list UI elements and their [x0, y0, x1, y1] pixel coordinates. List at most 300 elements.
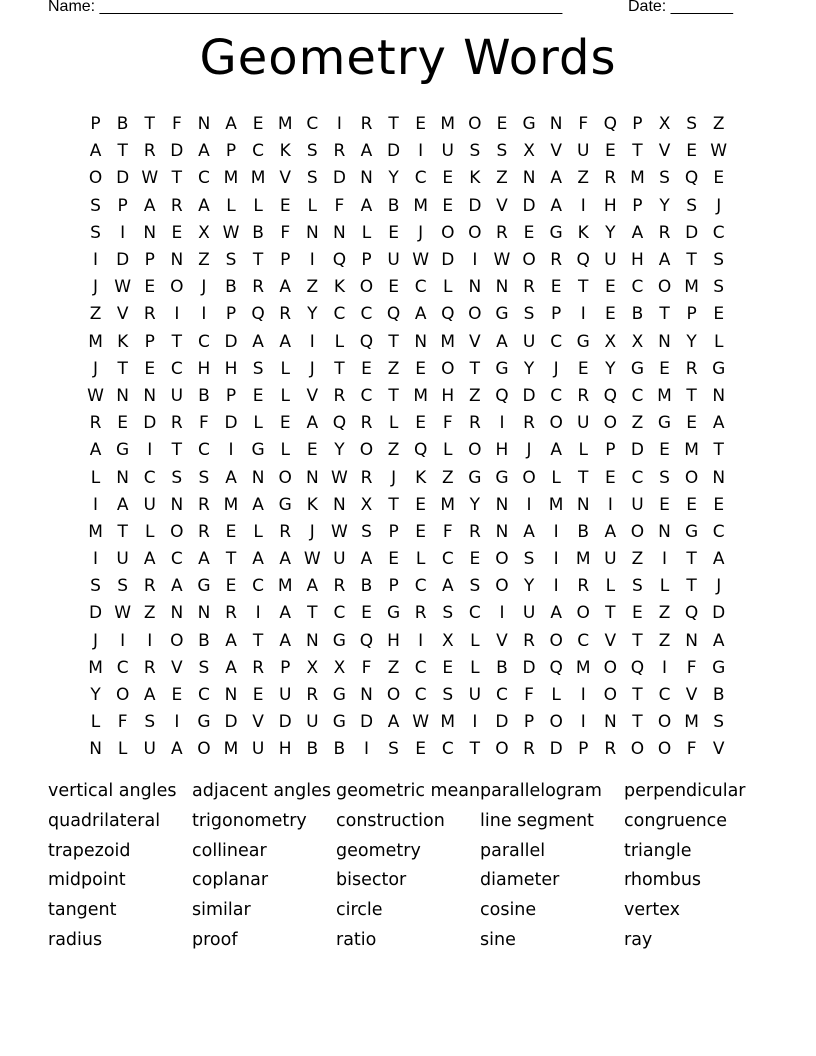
grid-letter: C [333, 603, 346, 624]
grid-letter: Y [605, 222, 616, 243]
grid-letter: T [578, 467, 589, 488]
grid-letter: L [659, 576, 670, 597]
grid-row [82, 274, 742, 301]
grid-letter: T [632, 630, 643, 651]
grid-letter: I [228, 440, 234, 461]
grid-letter: N [170, 250, 184, 271]
word-list-item: congruence [624, 810, 728, 831]
grid-letter: E [659, 358, 670, 379]
grid-letter: R [198, 494, 210, 515]
grid-letter: P [144, 250, 155, 271]
grid-letter: G [657, 413, 672, 434]
grid-letter: D [522, 195, 536, 216]
grid-letter: M [657, 385, 672, 406]
grid-letter: L [605, 576, 616, 597]
grid-letter: G [332, 630, 346, 651]
grid-letter: I [580, 304, 586, 325]
name-field[interactable]: Name: ____________________________________________________ [48, 0, 563, 15]
grid-letter: V [496, 630, 508, 651]
grid-letter: Q [549, 657, 563, 678]
grid-letter: N [468, 277, 482, 298]
grid-letter: O [170, 630, 184, 651]
grid-letter: T [334, 358, 345, 379]
grid-letter: B [387, 195, 400, 216]
grid-letter: J [309, 358, 315, 379]
grid-letter: Q [251, 304, 265, 325]
grid-letter: G [630, 358, 645, 379]
grid-letter: P [632, 114, 643, 135]
grid-row [82, 573, 742, 600]
grid-letter: E [388, 549, 399, 570]
grid-letter: Z [198, 250, 210, 271]
grid-letter: K [415, 467, 427, 488]
grid-letter: X [658, 114, 671, 135]
date-field[interactable]: Date: _______ [628, 0, 733, 15]
grid-letter: S [361, 521, 372, 542]
grid-letter: T [632, 712, 643, 733]
grid-letter: A [414, 304, 427, 325]
grid-letter: T [632, 141, 643, 162]
grid-letter: I [472, 712, 478, 733]
grid-letter: I [147, 440, 153, 461]
grid-letter: C [550, 385, 563, 406]
grid-letter: P [225, 385, 237, 406]
grid-letter: F [171, 114, 182, 135]
grid-letter: C [468, 603, 481, 624]
grid-letter: Z [387, 358, 400, 379]
grid-letter: E [469, 549, 481, 570]
grid-letter: G [332, 685, 346, 706]
grid-letter: Y [523, 358, 535, 379]
grid-letter: B [333, 739, 346, 760]
grid-letter: A [712, 549, 725, 570]
grid-letter: R [577, 576, 590, 597]
grid-letter: Z [577, 168, 590, 189]
grid-letter: O [468, 440, 482, 461]
grid-letter: E [252, 385, 264, 406]
word-list-item: line segment [480, 810, 594, 831]
grid-letter: N [305, 222, 319, 243]
grid-letter: O [197, 739, 211, 760]
grid-letter: A [225, 630, 237, 651]
grid-letter: X [360, 494, 373, 515]
grid-letter: I [499, 413, 505, 434]
grid-letter: N [495, 494, 509, 515]
grid-letter: Z [306, 277, 319, 298]
word-list-item: collinear [192, 840, 267, 861]
grid-letter: E [523, 222, 535, 243]
grid-letter: E [252, 114, 264, 135]
grid-letter: W [141, 168, 159, 189]
grid-letter: S [171, 467, 183, 488]
grid-letter: I [662, 657, 668, 678]
grid-letter: T [117, 358, 128, 379]
grid-letter: S [306, 141, 318, 162]
grid-letter: R [279, 521, 292, 542]
grid-letter: P [388, 576, 399, 597]
grid-letter: E [659, 440, 670, 461]
grid-letter: A [143, 195, 156, 216]
grid-letter: E [550, 277, 562, 298]
grid-letter: I [607, 494, 613, 515]
grid-letter: O [495, 739, 509, 760]
grid-letter: F [361, 657, 372, 678]
grid-letter: B [116, 114, 129, 135]
grid-letter: J [716, 195, 722, 216]
grid-letter: C [414, 168, 427, 189]
grid-letter: D [116, 168, 130, 189]
grid-letter: H [441, 385, 455, 406]
grid-letter: R [577, 385, 590, 406]
grid-letter: D [522, 657, 536, 678]
grid-letter: R [333, 576, 346, 597]
grid-letter: C [414, 277, 427, 298]
grid-letter: M [223, 168, 239, 189]
grid-letter: V [252, 712, 264, 733]
grid-letter: N [712, 467, 726, 488]
grid-letter: C [360, 385, 373, 406]
grid-letter: E [225, 576, 237, 597]
grid-letter: E [604, 467, 616, 488]
grid-letter: W [114, 277, 132, 298]
grid-letter: G [495, 304, 509, 325]
grid-letter: O [549, 712, 563, 733]
grid-letter: R [360, 114, 373, 135]
grid-letter: I [93, 494, 99, 515]
grid-letter: N [495, 521, 509, 542]
grid-letter: C [197, 440, 210, 461]
grid-letter: S [90, 576, 101, 597]
grid-letter: I [93, 250, 99, 271]
grid-letter: U [441, 141, 454, 162]
grid-letter: N [305, 467, 319, 488]
grid-letter: S [659, 467, 670, 488]
grid-letter: H [387, 630, 400, 651]
grid-letter: E [388, 277, 399, 298]
grid-letter: N [333, 494, 346, 515]
grid-letter: S [523, 549, 535, 570]
grid-letter: E [415, 494, 427, 515]
grid-letter: W [114, 603, 132, 624]
grid-letter: W [330, 521, 348, 542]
grid-letter: R [89, 413, 102, 434]
grid-letter: E [117, 413, 129, 434]
grid-row [82, 356, 742, 383]
grid-letter: S [442, 603, 454, 624]
grid-letter: L [253, 521, 263, 542]
grid-letter: U [170, 385, 184, 406]
grid-letter: W [87, 385, 104, 406]
grid-letter: T [252, 250, 264, 271]
grid-letter: S [442, 685, 454, 706]
grid-letter: O [684, 467, 699, 488]
grid-letter: H [224, 358, 238, 379]
grid-letter: C [550, 331, 563, 352]
grid-letter: E [415, 739, 427, 760]
grid-letter: E [713, 304, 725, 325]
grid-letter: L [307, 195, 318, 216]
grid-letter: A [143, 549, 156, 570]
grid-letter: X [523, 141, 535, 162]
grid-letter: F [686, 657, 697, 678]
grid-letter: P [361, 250, 372, 271]
grid-letter: N [251, 467, 265, 488]
grid-letter: S [117, 576, 129, 597]
grid-letter: O [495, 576, 509, 597]
grid-row [82, 709, 742, 736]
grid-letter: N [197, 603, 211, 624]
grid-letter: R [604, 168, 617, 189]
grid-row [82, 600, 742, 627]
grid-letter: A [658, 250, 671, 271]
grid-letter: P [144, 331, 155, 352]
grid-letter: E [496, 114, 508, 135]
grid-letter: C [333, 304, 346, 325]
grid-letter: A [171, 739, 183, 760]
grid-letter: H [603, 195, 617, 216]
grid-letter: O [88, 168, 103, 189]
grid-letter: O [495, 549, 509, 570]
grid-letter: E [144, 358, 156, 379]
grid-letter: Q [386, 304, 401, 325]
grid-letter: A [279, 549, 292, 570]
grid-letter: R [306, 685, 319, 706]
grid-letter: G [332, 712, 346, 733]
word-list-item: trapezoid [48, 840, 131, 861]
grid-letter: O [630, 521, 645, 542]
grid-letter: O [522, 467, 536, 488]
grid-letter: J [716, 576, 722, 597]
word-list-item: coplanar [192, 870, 269, 891]
grid-letter: Y [388, 168, 399, 189]
grid-letter: D [712, 603, 726, 624]
grid-letter: Z [631, 413, 644, 434]
grid-letter: J [201, 277, 207, 298]
grid-letter: A [306, 576, 319, 597]
word-list-item: geometric mean [336, 781, 481, 801]
grid-letter: J [93, 630, 99, 651]
grid-letter: L [443, 440, 453, 461]
grid-row [82, 247, 742, 274]
grid-letter: N [143, 385, 157, 406]
word-list-item: midpoint [48, 870, 126, 891]
grid-letter: S [198, 467, 210, 488]
grid-letter: P [90, 114, 101, 135]
grid-letter: Z [658, 630, 671, 651]
grid-letter: O [468, 114, 482, 135]
grid-letter: L [551, 685, 561, 706]
grid-letter: X [441, 630, 454, 651]
grid-letter: S [713, 712, 725, 733]
grid-letter: R [143, 576, 156, 597]
grid-letter: T [713, 440, 724, 461]
word-list-item: perpendicular [624, 781, 746, 801]
grid-letter: B [198, 385, 210, 406]
grid-letter: C [170, 358, 183, 379]
grid-letter: R [170, 413, 183, 434]
grid-letter: N [658, 521, 671, 542]
grid-letter: C [143, 467, 156, 488]
grid-row [82, 220, 742, 247]
grid-letter: M [277, 576, 293, 597]
grid-letter: M [548, 494, 564, 515]
grid-letter: T [686, 385, 697, 406]
grid-letter: N [712, 385, 726, 406]
grid-letter: R [360, 413, 373, 434]
grid-letter: U [387, 250, 400, 271]
grid-row [82, 492, 742, 519]
grid-letter: D [387, 141, 401, 162]
grid-letter: E [279, 195, 291, 216]
grid-letter: R [523, 630, 535, 651]
grid-letter: N [197, 114, 211, 135]
grid-letter: N [116, 467, 129, 488]
grid-row [82, 437, 742, 464]
grid-letter: E [306, 440, 318, 461]
grid-letter: P [578, 739, 589, 760]
grid-letter: P [225, 304, 237, 325]
grid-letter: R [414, 603, 427, 624]
grid-letter: R [143, 141, 156, 162]
grid-letter: A [360, 549, 373, 570]
grid-letter: C [414, 657, 427, 678]
word-list-item: trigonometry [192, 810, 307, 831]
grid-letter: U [251, 739, 265, 760]
grid-letter: U [306, 712, 319, 733]
grid-letter: L [443, 277, 453, 298]
grid-letter: S [198, 657, 210, 678]
grid-letter: S [659, 168, 670, 189]
grid-letter: M [440, 331, 456, 352]
grid-letter: A [360, 141, 373, 162]
grid-letter: G [712, 657, 726, 678]
grid-letter: Q [332, 413, 347, 434]
grid-letter: A [252, 331, 264, 352]
grid-letter: C [496, 685, 508, 706]
grid-letter: P [523, 712, 535, 733]
grid-letter: M [277, 114, 293, 135]
grid-letter: N [116, 385, 129, 406]
grid-letter: Z [387, 657, 400, 678]
grid-letter: D [116, 250, 130, 271]
grid-letter: T [144, 114, 155, 135]
grid-letter: T [659, 304, 670, 325]
grid-letter: M [684, 440, 699, 461]
grid-letter: A [279, 603, 292, 624]
grid-letter: B [360, 576, 373, 597]
grid-letter: Z [496, 168, 508, 189]
grid-letter: I [526, 494, 532, 515]
grid-letter: W [222, 222, 240, 243]
grid-letter: R [333, 141, 346, 162]
grid-letter: C [360, 304, 373, 325]
grid-letter: N [603, 712, 617, 733]
grid-letter: D [89, 603, 103, 624]
grid-letter: O [603, 657, 618, 678]
grid-letter: M [88, 331, 103, 352]
word-list-item: sine [480, 929, 516, 950]
word-list-item: tangent [48, 900, 117, 921]
grid-letter: T [117, 141, 128, 162]
grid-letter: N [658, 331, 671, 352]
grid-letter: M [413, 385, 428, 406]
grid-letter: D [549, 739, 563, 760]
grid-letter: L [144, 521, 155, 542]
grid-letter: U [468, 685, 482, 706]
grid-letter: G [468, 467, 482, 488]
grid-letter: C [116, 657, 129, 678]
grid-letter: Y [334, 440, 345, 461]
grid-letter: C [441, 739, 454, 760]
grid-row [82, 383, 742, 410]
grid-letter: S [90, 195, 101, 216]
grid-letter: C [414, 576, 427, 597]
grid-letter: K [117, 331, 129, 352]
grid-letter: K [577, 222, 589, 243]
grid-letter: T [252, 630, 264, 651]
grid-letter: J [309, 521, 315, 542]
grid-letter: U [116, 549, 129, 570]
grid-row [82, 410, 742, 437]
grid-letter: B [496, 657, 508, 678]
grid-letter: O [603, 685, 618, 706]
grid-letter: J [553, 358, 559, 379]
word-list-item: adjacent angles [192, 781, 331, 801]
grid-letter: A [225, 657, 237, 678]
grid-letter: C [197, 685, 210, 706]
grid-letter: E [442, 657, 454, 678]
grid-letter: A [89, 141, 102, 162]
grid-letter: R [360, 467, 373, 488]
grid-letter: I [363, 739, 369, 760]
grid-letter: T [388, 494, 399, 515]
grid-letter: K [469, 168, 481, 189]
grid-letter: Z [387, 440, 400, 461]
grid-letter: A [116, 494, 129, 515]
grid-letter: Q [359, 331, 374, 352]
grid-letter: L [415, 549, 426, 570]
grid-letter: D [143, 413, 157, 434]
word-list-item: radius [48, 929, 103, 950]
word-list-item: circle [336, 900, 383, 921]
grid-letter: A [252, 494, 264, 515]
grid-letter: O [657, 712, 672, 733]
grid-letter: K [333, 277, 345, 298]
grid-letter: X [306, 657, 319, 678]
grid-letter: P [632, 195, 643, 216]
grid-row [82, 464, 742, 491]
grid-letter: E [604, 277, 616, 298]
grid-letter: R [143, 657, 156, 678]
word-list-item: parallelogram [480, 781, 602, 801]
grid-letter: E [171, 685, 183, 706]
grid-letter: P [117, 195, 128, 216]
grid-letter: K [306, 494, 318, 515]
grid-letter: Z [658, 603, 671, 624]
grid-letter: P [686, 304, 697, 325]
grid-letter: I [255, 603, 261, 624]
grid-letter: O [359, 440, 374, 461]
grid-letter: B [225, 277, 237, 298]
grid-letter: U [631, 494, 644, 515]
grid-letter: P [280, 657, 291, 678]
grid-letter: M [440, 494, 456, 515]
grid-letter: I [553, 521, 559, 542]
grid-letter: F [578, 114, 589, 135]
grid-letter: L [578, 440, 588, 461]
grid-letter: G [251, 440, 265, 461]
grid-letter: O [522, 250, 536, 271]
